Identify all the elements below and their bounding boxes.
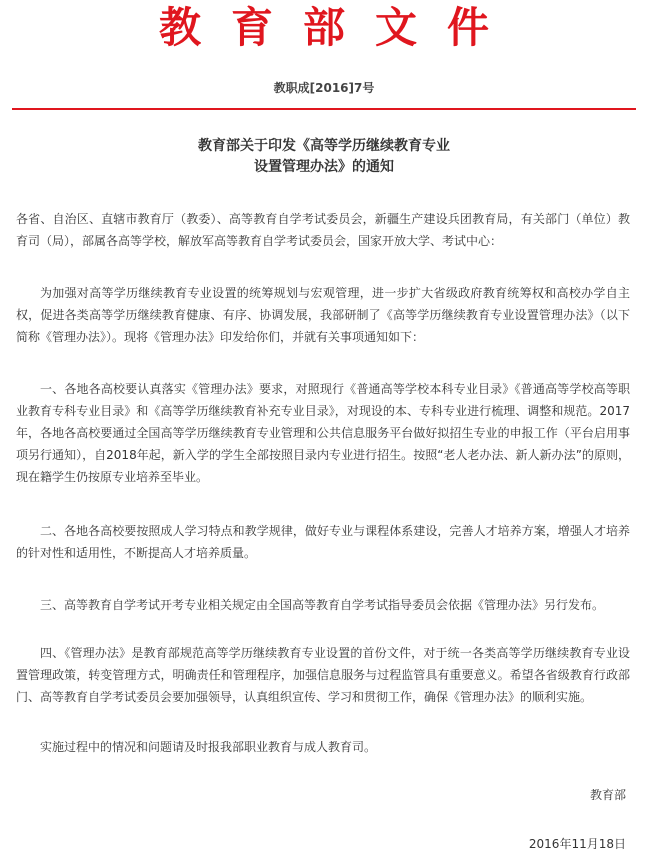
document-number: 教职成[2016]7号 (273, 81, 375, 95)
addressee-paragraph: 各省、自治区、直辖市教育厅（教委）、高等教育自学考试委员会，新疆生产建设兵团教育局，有关部门（单位）教育司（局），部属各高等学校，解放军高等教育自学考试委员会，国家开放大学、考试中心： (16, 212, 630, 248)
document-title-line-1: 教育部关于印发《高等学历继续教育专业 (198, 138, 450, 154)
document-masthead: 教育部文件 (158, 3, 519, 52)
closing-paragraph: 实施过程中的情况和问题请及时报我部职业教育与成人教育司。 (40, 740, 377, 754)
document-title-line-2: 设置管理办法》的通知 (254, 159, 394, 175)
signature-department: 教育部 (589, 788, 626, 802)
red-divider-line (12, 108, 636, 110)
item-four-paragraph: 四、《管理办法》是教育部规范高等学历继续教育专业设置的首份文件，对于统一各类高等学历继续教育专业设置管理政策，转变管理方式，明确责任和管理程序，加强信息服务与过程监管具有重要意义。希望各省级教育行政部门、高等教育自学考试委员会要加强领导，认真组织宣传、学习和贯彻工作，确保《管理办法》的顺利实施。 (16, 646, 630, 704)
item-three-paragraph: 三、高等教育自学考试开考专业相关规定由全国高等教育自学考试指导委员会依据《管理办法》另行发布。 (40, 598, 605, 612)
document-title (0, 136, 648, 178)
item-one-paragraph: 一、各地各高校要认真落实《管理办法》要求，对照现行《普通高等学校本科专业目录》《普通高等学校高等职业教育专科专业目录》和《高等学历继续教育补充专业目录》，对现设的本、专科专业进行梳理、调整和规范。2017年，各地各高校要通过全国高等学历继续教育专业管理和公共信息服务平台做好拟招生专业的申报工作（平台启用事项另行通知），自2018年起，新入学的学生全部按照目录内专业进行招生。按照“老人老办法、新人新办法”的原则，现在籍学生仍按原专业培养至毕业。 (16, 382, 630, 484)
item-two-paragraph: 二、各地各高校要按照成人学习特点和教学规律，做好专业与课程体系建设，完善人才培养方案，增强人才培养的针对性和适用性，不断提高人才培养质量。 (16, 524, 630, 560)
signature-date: 2016年11月18日 (528, 837, 626, 851)
intro-paragraph: 为加强对高等学历继续教育专业设置的统筹规划与宏观管理，进一步扩大省级政府教育统筹权和高校办学自主权，促进各类高等学历继续教育健康、有序、协调发展，我部研制了《高等学历继续教育专业设置管理办法》（以下简称《管理办法》）。现将《管理办法》印发给你们，并就有关事项通知如下： (16, 286, 630, 344)
